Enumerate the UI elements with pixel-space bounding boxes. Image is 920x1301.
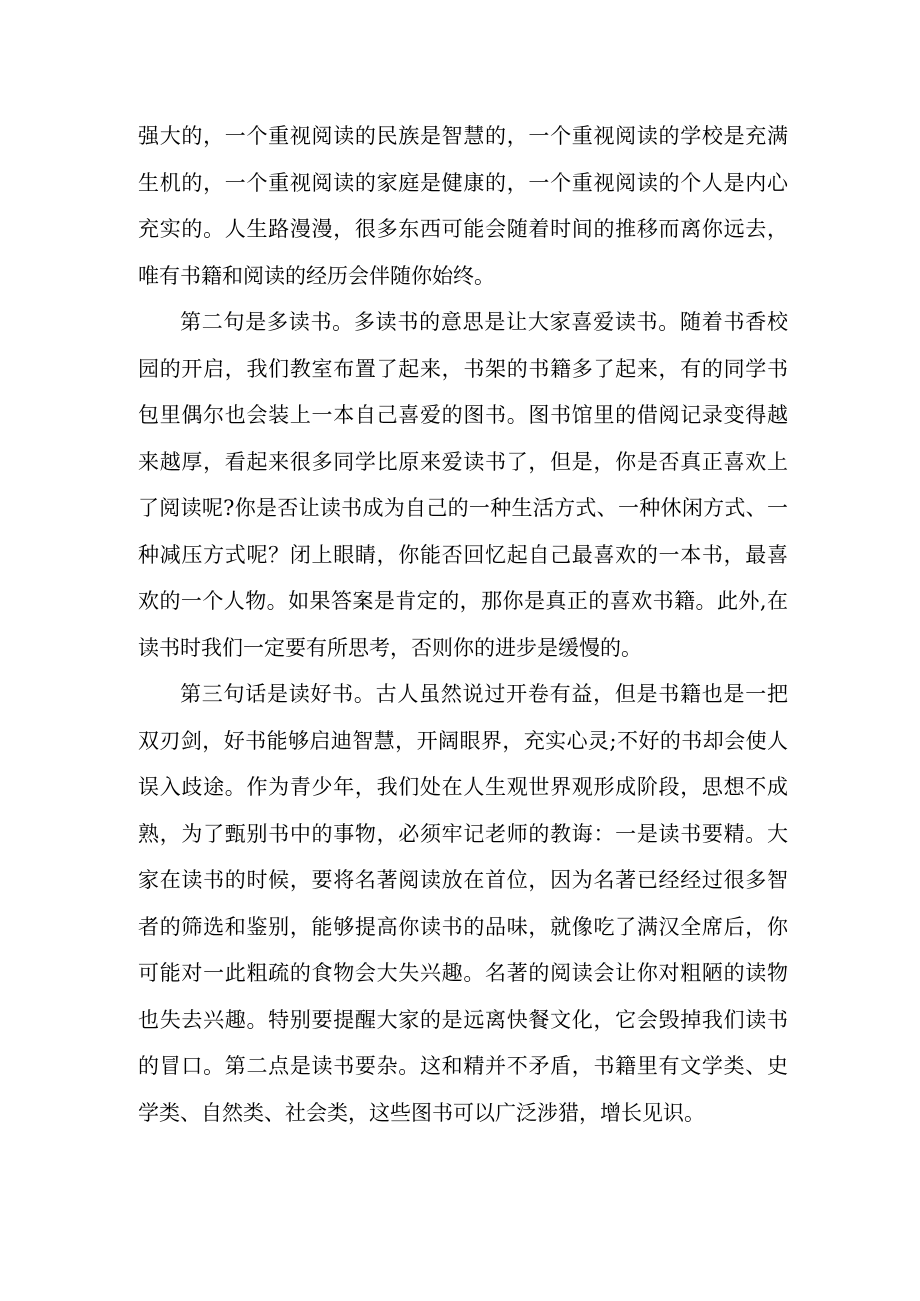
paragraph-3: 第三句话是读好书。古人虽然说过开卷有益，但是书籍也是一把双刃剑，好书能够启迪智慧，开阔眼界，充实心灵;不好的书却会使人误入歧途。作为青少年，我们处在人生观世界观形成阶段，思想不成熟，为了甄别书中的事物，必须牢记老师的教诲：一是读书要精。大家在读书的时候，要将名著阅读放在首位，因为名著已经经过很多智者的筛选和鉴别，能够提高你读书的品味，就像吃了满汉全席后，你可能对一此粗疏的食物会大失兴趣。名著的阅读会让你对粗陋的读物也失去兴趣。特别要提醒大家的是远离快餐文化，它会毁掉我们读书的冒口。第二点是读书要杂。这和精并不矛盾，书籍里有文学类、史学类、自然类、社会类，这些图书可以广泛涉猎，增长见识。 [138,682,788,1125]
paragraph-2: 第二句是多读书。多读书的意思是让大家喜爱读书。随着书香校园的开启，我们教室布置了起来，书架的书籍多了起来，有的同学书包里偶尔也会装上一本自己喜爱的图书。图书馆里的借阅记录变得越来越厚，看起来很多同学比原来爱读书了，但是，你是否真正喜欢上了阅读呢?你是否让读书成为自己的一种生活方式、一种休闲方式、一种减压方式呢？闭上眼睛，你能否回忆起自己最喜欢的一本书，最喜欢的一个人物。如果答案是肯定的，那你是真正的喜欢书籍。此外,在读书时我们一定要有所思考，否则你的进步是缓慢的。 [138,310,788,660]
paragraph-1: 强大的，一个重视阅读的民族是智慧的，一个重视阅读的学校是充满生机的，一个重视阅读的家庭是健康的，一个重视阅读的个人是内心充实的。人生路漫漫，很多东西可能会随着时间的推移而离你远去，唯有书籍和阅读的经历会伴随你始终。 [138,124,788,288]
document-body [138,113,788,1136]
